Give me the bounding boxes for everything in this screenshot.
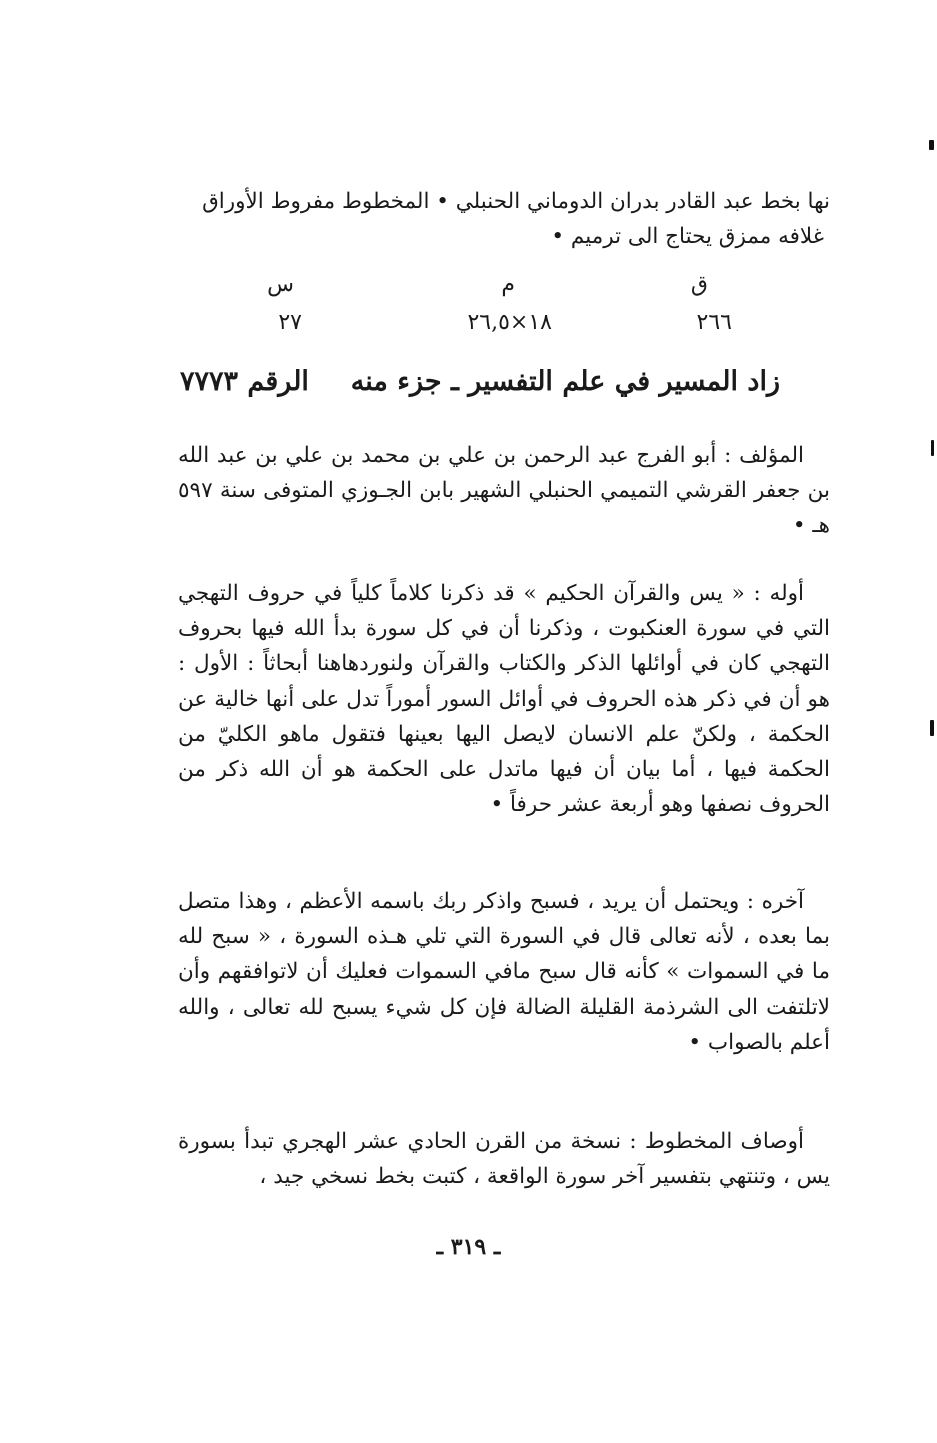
description-paragraph: [178, 1124, 830, 1194]
tail-line-1: نها بخط عبد القادر بدران الدوماني الحنبلي • المخطوط مفروط الأوراق: [202, 189, 830, 214]
scan-mark-middle: [931, 440, 934, 456]
leaves-value: ٢٦٦: [696, 310, 732, 335]
description-text: أوصاف المخطوط : نسخة من القرن الحادي عشر الهجري تبدأ بسورة يس ، وتنتهي بتفسير آخر سورة الواقعة ، كتبت بخط نسخي جيد ،: [178, 1129, 830, 1190]
incipit-paragraph: [178, 576, 830, 822]
size-value: ١٨×٢٦,٥: [467, 310, 552, 335]
page-number: ـ ٣١٩ ـ: [436, 1234, 501, 1260]
measurements-values: [200, 310, 780, 344]
scan-mark-lower: [930, 720, 934, 736]
tail-line-2: غلافه ممزق يحتاج الى ترميم •: [551, 224, 824, 250]
incipit-text: أوله : « يس والقرآن الحكيم » قد ذكرنا كلاماً كلياً في حروف التهجي التي في سورة العنكبوت ، وذكرنا أن في كل سورة بدأ الله فيها بحروف التهجي كان في أوائلها الذكر والكتاب والقرآن ولنوردهاهنا أبحاثاً : الأول : هو أن في ذكر هذه الحروف في أوائل السور أموراً تدل على أنها خالية عن الحكمة ، ولكنّ علم الانسان لايصل اليها بعينها فتقول ماهو الكليّ من الحكمة فيها ، أما بيان أن فيها ماتدل على الحكمة هو أن الله ذكر من الحروف نصفها وهو أربعة عشر حرفاً •: [178, 581, 830, 818]
previous-entry-tail: [178, 184, 830, 254]
explicit-text: آخره : ويحتمل أن يريد ، فسبح واذكر ربك باسمه الأعظم ، وهذا متصل بما بعده ، لأنه تعالى قال في السورة التي تلي هـذه السورة ، « سبح لله ما في السموات » كأنه قال سبح مافي السموات فعليك أن لاتوافقهم وأن لاتلتفت الى الشرذمة القليلة الضالة فإن كل شيء يسبح لله تعالى ، والله أعلم بالصواب •: [178, 889, 830, 1055]
entry-heading: [180, 366, 780, 410]
author-paragraph: [178, 438, 830, 544]
scan-mark-top: [929, 140, 934, 150]
lines-value: ٢٧: [278, 310, 302, 335]
measurements-labels: [200, 272, 780, 306]
entry-title: زاد المسير في علم التفسير ـ جزء منه: [350, 366, 780, 397]
size-label: م: [501, 272, 515, 297]
explicit-paragraph: [178, 884, 830, 1060]
lines-label: س: [267, 272, 294, 297]
leaves-label: ق: [690, 272, 708, 297]
entry-number: الرقم ٧٧٧٣: [180, 366, 309, 397]
author-text: المؤلف : أبو الفرج عبد الرحمن بن علي بن محمد بن علي بن عبد الله بن جعفر القرشي التميمي الحنبلي الشهير بابن الجـوزي المتوفى سنة ٥٩٧ هـ •: [178, 443, 830, 539]
